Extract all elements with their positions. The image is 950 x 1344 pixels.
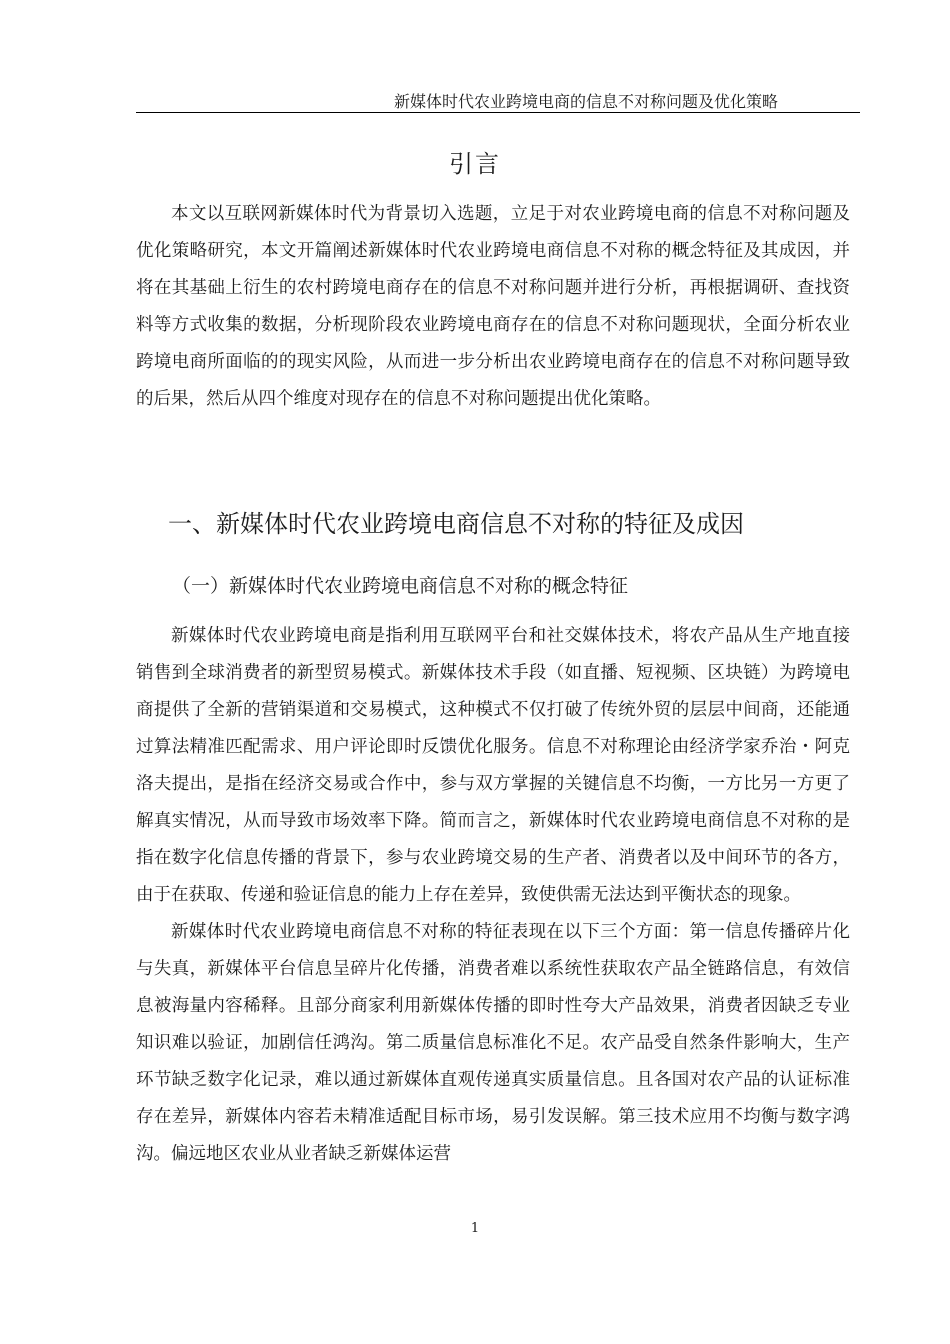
running-header: 新媒体时代农业跨境电商的信息不对称问题及优化策略 (393, 92, 778, 111)
subsection-1-body (136, 618, 850, 1173)
introduction-body (136, 196, 850, 418)
body-paragraph: 新媒体时代农业跨境电商是指利用互联网平台和社交媒体技术，将农产品从生产地直接销售到全球消费者的新型贸易模式。新媒体技术手段（如直播、短视频、区块链）为跨境电商提供了全新的营销渠道和交易模式，这种模式不仅打破了传统外贸的层层中间商，还能通过算法精准匹配需求、用户评论即时反馈优化服务。信息不对称理论由经济学家乔治・阿克洛夫提出，是指在经济交易或合作中，参与双方掌握的关键信息不均衡，一方比另一方更了解真实情况，从而导致市场效率下降。简而言之，新媒体时代农业跨境电商信息不对称的是指在数字化信息传播的背景下，参与农业跨境交易的生产者、消费者以及中间环节的各方，由于在获取、传递和验证信息的能力上存在差异，致使供需无法达到平衡状态的现象。 (136, 626, 850, 905)
header-rule (136, 112, 860, 113)
introduction-title: 引言 (449, 150, 501, 178)
page-number: 1 (470, 1221, 480, 1236)
introduction-paragraph: 本文以互联网新媒体时代为背景切入选题，立足于对农业跨境电商的信息不对称问题及优化策略研究，本文开篇阐述新媒体时代农业跨境电商信息不对称的概念特征及其成因，并将在其基础上衍生的农村跨境电商存在的信息不对称问题并进行分析，再根据调研、查找资料等方式收集的数据，分析现阶段农业跨境电商存在的信息不对称问题现状，全面分析农业跨境电商所面临的的现实风险，从而进一步分析出农业跨境电商存在的信息不对称问题导致的后果，然后从四个维度对现存在的信息不对称问题提出优化策略。 (136, 204, 850, 409)
section-1-heading: 一、新媒体时代农业跨境电商信息不对称的特征及成因 (168, 510, 744, 538)
body-paragraph: 新媒体时代农业跨境电商信息不对称的特征表现在以下三个方面：第一信息传播碎片化与失真，新媒体平台信息呈碎片化传播，消费者难以系统性获取农产品全链路信息，有效信息被海量内容稀释。且部分商家利用新媒体传播的即时性夸大产品效果，消费者因缺乏专业知识难以验证，加剧信任鸿沟。第二质量信息标准化不足。农产品受自然条件影响大，生产环节缺乏数字化记录，难以通过新媒体直观传递真实质量信息。且各国对农产品的认证标准存在差异，新媒体内容若未精准适配目标市场，易引发误解。第三技术应用不均衡与数字鸿沟。偏远地区农业从业者缺乏新媒体运营 (136, 922, 850, 1164)
subsection-1-heading: （一）新媒体时代农业跨境电商信息不对称的概念特征 (172, 575, 629, 597)
